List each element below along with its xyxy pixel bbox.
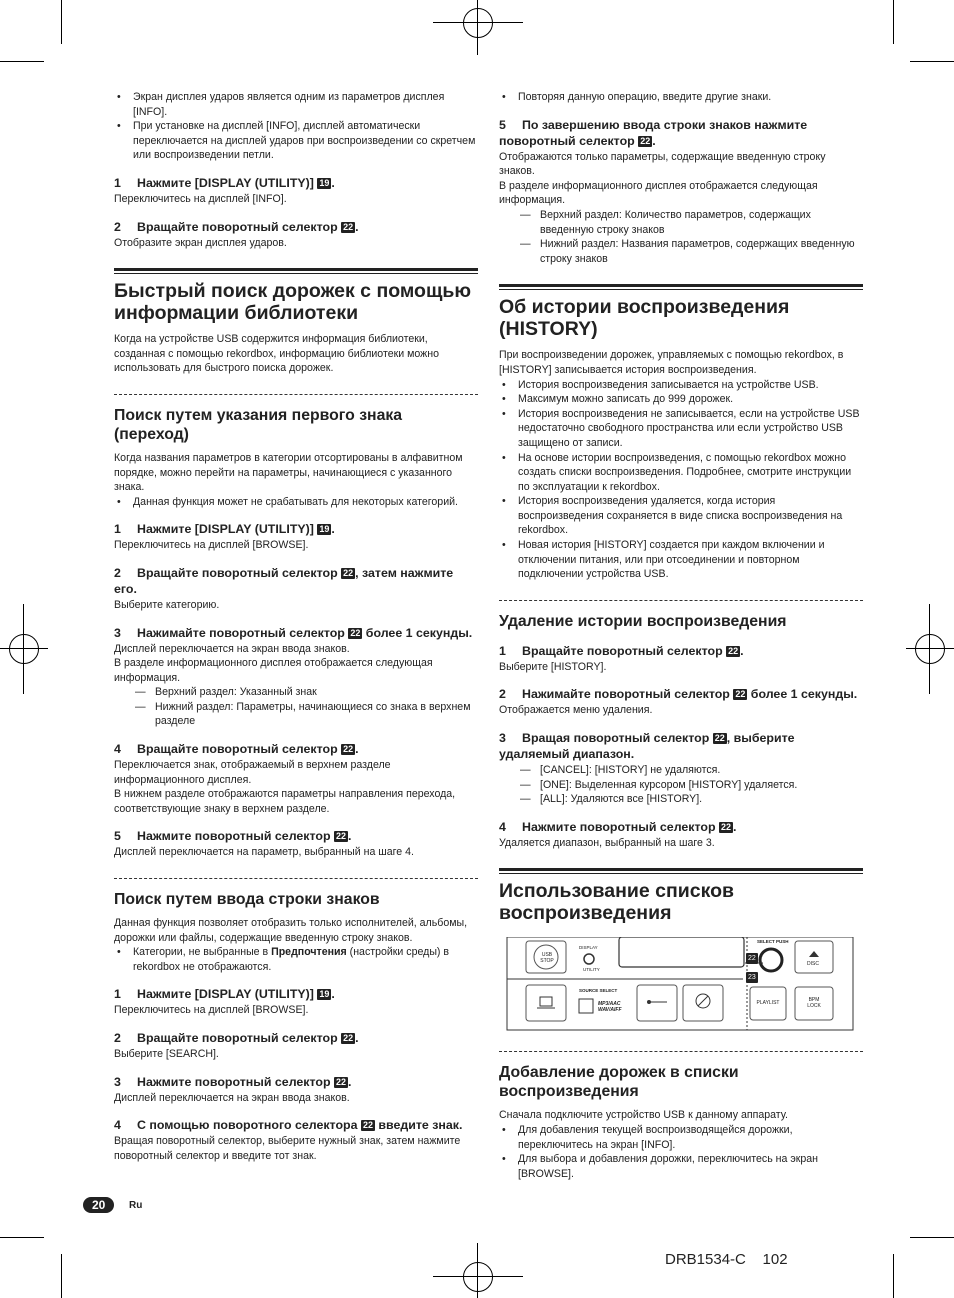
subsection-heading: Поиск путем указания первого знака (переход) (114, 394, 478, 444)
document-code: DRB1534-C 102 (665, 1251, 788, 1268)
step-heading: 1 Нажмите [DISPLAY (UTILITY)] 19 . (114, 175, 335, 190)
step-heading: 1 Нажмите [DISPLAY (UTILITY)] 19 . (114, 522, 335, 537)
step-description: Удаляется диапазон, выбранный на шаге 3. (499, 836, 715, 849)
list-item: • Данная функция может не срабатывать для некоторых категорий. (114, 495, 478, 510)
step-heading: 2 Нажимайте поворотный селектор 22 более 1 секунды. (499, 687, 858, 702)
registration-line (433, 22, 523, 23)
registration-mark (463, 1262, 493, 1292)
step-badge: 22 (362, 1120, 373, 1131)
disc-label: DISC (807, 961, 819, 968)
registration-line (477, 1243, 478, 1298)
list-item: • Для выбора и добавления дорожки, переключитесь на экран [BROWSE]. (499, 1152, 863, 1181)
select-push-label: SELECT PUSH (757, 939, 789, 945)
registration-mark (915, 634, 945, 664)
step-badge: 22 (714, 733, 725, 744)
paragraph: Данная функция позволяет отобразить только исполнителей, альбомы, дорожки или файлы, содержащие введенную строку знаков. (114, 917, 468, 944)
step-badge: 22 (728, 645, 739, 656)
registration-line (477, 0, 478, 55)
section-heading: Быстрый поиск дорожек с помощью информации библиотеки (114, 268, 478, 324)
list-item: • История воспроизведения удаляется, когда история воспроизведения сохраняется в виде списка воспроизведения на rekordbox. (499, 494, 863, 538)
registration-mark (9, 634, 39, 664)
list-item: • Повторяя данную операцию, введите другие знаки. (499, 90, 863, 105)
dash-item: — Нижний раздел: Параметры, начинающиеся со знака в верхнем разделе (114, 700, 478, 729)
dash-item: — [ALL]: Удаляются все [HISTORY]. (499, 792, 863, 807)
crop-mark (61, 1254, 62, 1298)
list-item: • Новая история [HISTORY] создается при каждом включении и отключении питания, или при отсоединении и повторном подключении устройства USB. (499, 538, 863, 582)
step-description: Отображается меню удаления. (499, 704, 653, 717)
step-heading: 2 Вращайте поворотный селектор 22 . (114, 219, 359, 234)
step-description: Отобразите экран дисплея ударов. (114, 236, 287, 249)
subsection-heading: Добавление дорожек в списки воспроизведения (499, 1051, 863, 1101)
crop-mark (910, 1237, 954, 1238)
list-item: • История воспроизведения записывается на устройстве USB. (499, 378, 863, 393)
registration-line (929, 604, 930, 694)
step-heading: 4 С помощью поворотного селектора 22 введите знак. (114, 1118, 463, 1133)
page-number: 20 (83, 1197, 114, 1213)
step-badge: 19 (319, 524, 330, 535)
step-heading: 2 Вращайте поворотный селектор 22 , затем нажмите его. (114, 565, 454, 596)
step-badge: 22 (350, 627, 361, 638)
usb-stop-label: USB STOP (540, 952, 554, 965)
step-heading: 5 Нажмите поворотный селектор 22 . (114, 829, 352, 844)
bpm-lock-label: BPM LOCK (807, 997, 821, 1010)
step-heading: 1 Вращайте поворотный селектор 22 . (499, 643, 744, 658)
right-column (499, 90, 863, 1181)
step-description: Переключитесь на дисплей [INFO]. (114, 192, 287, 205)
crop-mark (910, 61, 954, 62)
list-item: • При установке на дисплей [INFO], дисплей автоматически переключается на дисплей ударов при воспроизведении со скретчем или воспроизведении петли. (114, 119, 478, 163)
list-item: • Для добавления текущей воспроизводящейся дорожки, переключитесь на экран [INFO]. (499, 1123, 863, 1152)
list-item: • История воспроизведения не записывается, если на устройстве USB недостаточно свободного пространства или если устройство USB защищено от записи. (499, 407, 863, 451)
step-badge: 22 (343, 744, 354, 755)
dash-item: — Верхний раздел: Указанный знак (114, 685, 478, 700)
list-item: • Экран дисплея ударов является одним из параметров дисплея [INFO]. (114, 90, 478, 119)
step-description: Переключается знак, отображаемый в верхнем разделе информационного дисплея. (114, 759, 391, 786)
registration-line (906, 648, 954, 649)
registration-line (433, 1276, 523, 1277)
step-description: В нижнем разделе отображаются параметры направления перехода, соответствующие знаку в верхнем разделе. (114, 788, 456, 815)
step-heading: 2 Вращайте поворотный селектор 22 . (114, 1031, 359, 1045)
dash-item: — [CANCEL]: [HISTORY] не удаляются. (499, 763, 863, 778)
step-badge: 22 (343, 567, 354, 578)
step-description: Переключитесь на дисплей [BROWSE]. (114, 1004, 309, 1017)
dash-item: — Нижний раздел: Названия параметров, содержащих введенную строку знаков (499, 237, 863, 266)
step-badge: 22 (335, 1076, 346, 1087)
language-code: Ru (129, 1200, 143, 1211)
paragraph: Сначала подключите устройство USB к данному аппарату. (499, 1109, 788, 1122)
step-badge: 22 (720, 821, 731, 832)
step-badge: 19 (319, 177, 330, 188)
step-heading: 3 Вращая поворотный селектор 22 , выберите удаляемый диапазон. (499, 731, 795, 762)
registration-line (23, 604, 24, 694)
display-label: DISPLAY (579, 945, 598, 951)
step-badge: 22 (343, 1033, 354, 1043)
crop-mark (893, 1254, 894, 1298)
paragraph: Когда на устройстве USB содержится информация библиотеки, созданная с помощью rekordbox, информацию библиотеки можно использовать для быстрого поиска дорожек. (114, 333, 439, 375)
step-badge: 22 (343, 221, 354, 232)
callout-badge: 23 (748, 974, 756, 982)
section-heading: Об истории воспроизведения (HISTORY) (499, 284, 863, 340)
step-badge: 22 (640, 135, 651, 146)
step-description: Переключитесь на дисплей [BROWSE]. (114, 539, 309, 552)
step-badge: 22 (735, 689, 746, 700)
step-description: В разделе информационного дисплея отображается следующая информация. (114, 657, 433, 684)
step-heading: 1 Нажмите [DISPLAY (UTILITY)] 19 . (114, 987, 335, 1002)
step-description: Дисплей переключается на экран ввода знаков. (114, 642, 350, 655)
crop-mark (61, 0, 62, 44)
list-item: • На основе истории воспроизведения, с помощью rekordbox можно создать списки воспроизведения. Подробнее, смотрите инструкции по эксплуатации к rekordbox. (499, 451, 863, 495)
device-panel-figure (499, 937, 861, 1047)
step-description: Вращая поворотный селектор, выберите нужный знак, затем нажмите поворотный селектор и введите тот знак. (114, 1135, 461, 1162)
step-heading: 4 Вращайте поворотный селектор 22 . (114, 742, 359, 757)
step-heading: 3 Нажимайте поворотный селектор 22 более 1 секунды. (114, 625, 473, 640)
callout-badge: 22 (748, 955, 756, 963)
list-item: • Максимум можно записать до 999 дорожек. (499, 392, 863, 407)
crop-mark (0, 61, 44, 62)
playlist-label: PLAYLIST (756, 1000, 780, 1007)
section-heading: Использование списков воспроизведения (499, 868, 863, 924)
step-description: Выберите категорию. (114, 598, 220, 611)
dash-item: — Верхний раздел: Количество параметров, содержащих введенную строку знаков (499, 208, 863, 237)
crop-mark (893, 0, 894, 44)
registration-mark (463, 8, 493, 38)
registration-line (0, 648, 48, 649)
step-description: Выберите [HISTORY]. (499, 660, 607, 673)
step-heading: 5 По завершению ввода строки знаков нажмите поворотный селектор 22 . (499, 117, 808, 148)
step-heading: 3 Нажмите поворотный селектор 22 . (114, 1074, 352, 1089)
step-description: Выберите [SEARCH]. (114, 1048, 219, 1060)
step-description: В разделе информационного дисплея отображается следующая информация. (499, 179, 818, 207)
left-column (114, 90, 478, 1163)
step-badge: 19 (319, 989, 330, 1000)
paragraph: При воспроизведении дорожек, управляемых с помощью rekordbox, в [HISTORY] записывается история воспроизведения. (499, 349, 844, 376)
subsection-heading: Удаление истории воспроизведения (499, 600, 863, 631)
step-description: Дисплей переключается на экран ввода знаков. (114, 1091, 350, 1104)
dash-item: — [ONE]: Выделенная курсором [HISTORY] удаляется. (499, 778, 863, 793)
list-item: • Категории, не выбранные в Предпочтения (настройки среды) в rekordbox не отображаются. (114, 945, 478, 974)
utility-label: UTILITY (583, 967, 600, 973)
crop-mark (0, 1237, 44, 1238)
formats-label: MP3/AAC WAV/AIFF (598, 1001, 622, 1014)
paragraph: Когда названия параметров в категории отсортированы в алфавитном порядке, можно перейти на параметры, начинающиеся с указанного знака. (114, 451, 463, 494)
step-description: Отображаются только параметры, содержащие введенную строку знаков. (499, 150, 826, 178)
step-description: Дисплей переключается на параметр, выбранный на шаге 4. (114, 846, 414, 859)
subsection-heading: Поиск путем ввода строки знаков (114, 878, 478, 909)
source-select-label: SOURCE SELECT (579, 988, 618, 994)
step-heading: 4 Нажмите поворотный селектор 22 . (499, 819, 737, 834)
step-badge: 22 (335, 831, 346, 842)
